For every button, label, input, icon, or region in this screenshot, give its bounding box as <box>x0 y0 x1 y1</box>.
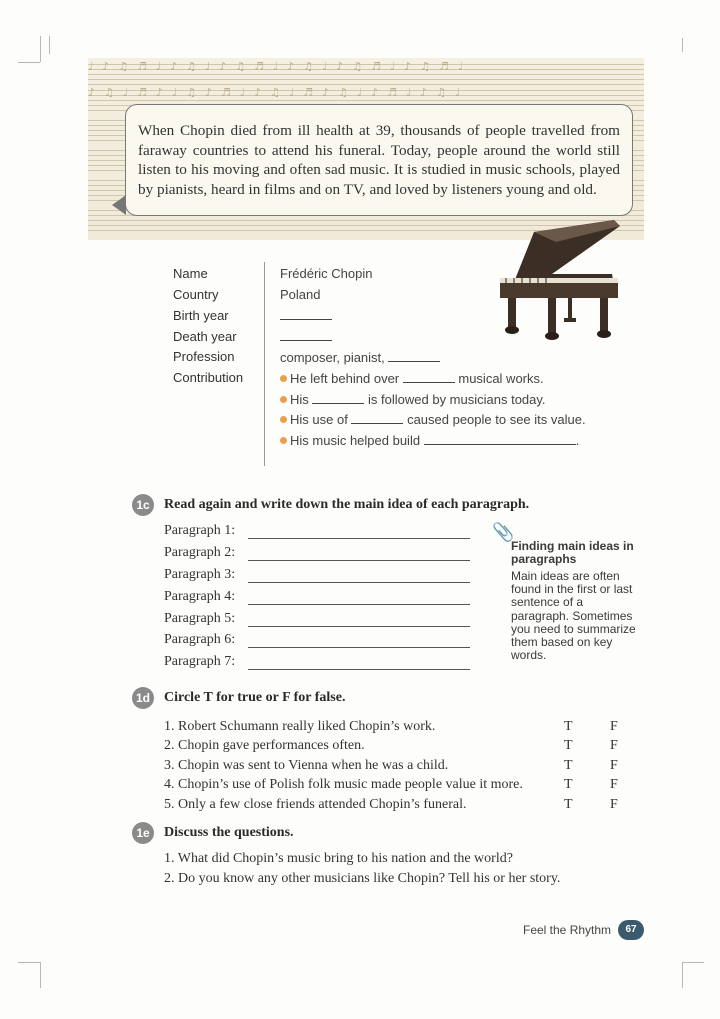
fact-name-value: Frédéric Chopin <box>280 266 373 281</box>
paragraph-label: Paragraph 5: <box>164 611 236 626</box>
contribution-text: His use of <box>290 412 348 427</box>
contribution-blank[interactable] <box>403 370 455 383</box>
paragraph-label: Paragraph 3: <box>164 567 236 582</box>
fact-label: Profession <box>173 349 235 364</box>
grand-piano-illustration <box>494 212 632 342</box>
profession-text: composer, pianist, <box>280 350 385 365</box>
contribution-text: caused people to see its value. <box>407 412 586 427</box>
crop-mark <box>18 62 40 63</box>
false-option[interactable]: F <box>610 719 618 734</box>
question: 1. What did Chopin’s music bring to his nation and the world? <box>164 851 513 866</box>
answer-line[interactable] <box>248 669 470 670</box>
tip-body: Main ideas are often found in the first or last sentence of a paragraph. Sometimes you need to summarize them based on key words. <box>511 569 636 663</box>
answer-line[interactable] <box>248 604 470 605</box>
crop-mark <box>682 962 704 963</box>
contribution-text: His <box>290 392 309 407</box>
bullet-icon <box>280 375 287 382</box>
false-option[interactable]: F <box>610 758 618 773</box>
exercise-badge-1d: 1d <box>132 687 154 709</box>
bullet-icon <box>280 437 287 444</box>
true-option[interactable]: T <box>564 797 573 812</box>
fact-label: Name <box>173 266 208 281</box>
answer-line[interactable] <box>248 538 470 539</box>
paragraph-label: Paragraph 2: <box>164 545 236 560</box>
tip-box <box>511 540 636 662</box>
paragraph-label: Paragraph 6: <box>164 632 236 647</box>
false-option[interactable]: F <box>610 738 618 753</box>
crop-mark <box>682 38 683 52</box>
answer-line[interactable] <box>248 647 470 648</box>
contribution-text: He left behind over <box>290 371 400 386</box>
paragraph-label: Paragraph 4: <box>164 589 236 604</box>
exercise-1e-title: Discuss the questions. <box>164 825 294 840</box>
fact-divider <box>264 262 265 466</box>
fact-label: Country <box>173 287 219 302</box>
answer-line[interactable] <box>248 582 470 583</box>
contribution-text: is followed by musicians today. <box>368 392 546 407</box>
paragraph-label: Paragraph 7: <box>164 654 236 669</box>
death-year-blank[interactable] <box>280 328 332 344</box>
false-option[interactable]: F <box>610 797 618 812</box>
contribution-item <box>280 370 544 386</box>
statement: 4. Chopin’s use of Polish folk music made people value it more. <box>164 777 523 792</box>
contribution-blank[interactable] <box>312 391 364 404</box>
page-number-badge: 67 <box>618 920 644 940</box>
birth-year-blank[interactable] <box>280 307 332 323</box>
contribution-blank[interactable] <box>351 411 403 424</box>
crop-mark <box>682 962 683 988</box>
profession-blank[interactable] <box>388 349 440 362</box>
unit-title: Feel the Rhythm <box>523 923 612 937</box>
fact-country-value: Poland <box>280 287 321 302</box>
intro-callout <box>125 104 633 216</box>
bullet-icon <box>280 416 287 423</box>
crop-mark <box>40 962 41 988</box>
paperclip-icon: 📎 <box>492 522 515 543</box>
contribution-item <box>280 391 546 407</box>
exercise-1d-title: Circle T for true or F for false. <box>164 690 346 705</box>
crop-mark <box>49 36 50 54</box>
true-option[interactable]: T <box>564 758 573 773</box>
fact-label: Death year <box>173 329 237 344</box>
tip-title: Finding main ideas in paragraphs <box>511 539 634 566</box>
crop-mark <box>40 36 41 62</box>
sheet-music-banner: ♩♪♫♬♩♪♫♩♪♫♬♩♪♫♩♪♫♬♩♪♫♬♩ ♪♫♩♬♪♩♫♪♬♩♪♫♩♬♪♫♩♪♬♩♪♫♩ <box>88 58 644 240</box>
answer-line[interactable] <box>248 626 470 627</box>
statement: 2. Chopin gave performances often. <box>164 738 365 753</box>
true-option[interactable]: T <box>564 777 573 792</box>
true-option[interactable]: T <box>564 738 573 753</box>
fact-label: Contribution <box>173 370 244 385</box>
contribution-text: musical works. <box>458 371 544 386</box>
statement: 5. Only a few close friends attended Chopin’s funeral. <box>164 797 467 812</box>
contribution-text: His music helped build <box>290 433 421 448</box>
callout-tail <box>112 195 126 215</box>
contribution-text: . <box>575 433 580 448</box>
crop-mark <box>18 962 40 963</box>
answer-line[interactable] <box>248 560 470 561</box>
bullet-icon <box>280 396 287 403</box>
contribution-item <box>280 432 579 448</box>
true-option[interactable]: T <box>564 719 573 734</box>
contribution-item <box>280 411 586 427</box>
profession-row <box>280 349 440 365</box>
intro-paragraph: When Chopin died from ill health at 39, thousands of people travelled from faraway countries to attend his funeral. Today, people around the world still listen to his moving and often sad music. It is studied in music schools, played by pianists, heard in films and on TV, and loved by listeners young and old. <box>138 122 620 198</box>
paragraph-label: Paragraph 1: <box>164 523 236 538</box>
statement: 1. Robert Schumann really liked Chopin’s work. <box>164 719 436 734</box>
question: 2. Do you know any other musicians like Chopin? Tell his or her story. <box>164 871 561 886</box>
statement: 3. Chopin was sent to Vienna when he was a child. <box>164 758 449 773</box>
contribution-blank[interactable] <box>424 432 576 445</box>
exercise-badge-1e: 1e <box>132 822 154 844</box>
fact-label: Birth year <box>173 308 229 323</box>
exercise-1c-title: Read again and write down the main idea of each paragraph. <box>164 497 530 512</box>
false-option[interactable]: F <box>610 777 618 792</box>
exercise-badge-1c: 1c <box>132 494 154 516</box>
